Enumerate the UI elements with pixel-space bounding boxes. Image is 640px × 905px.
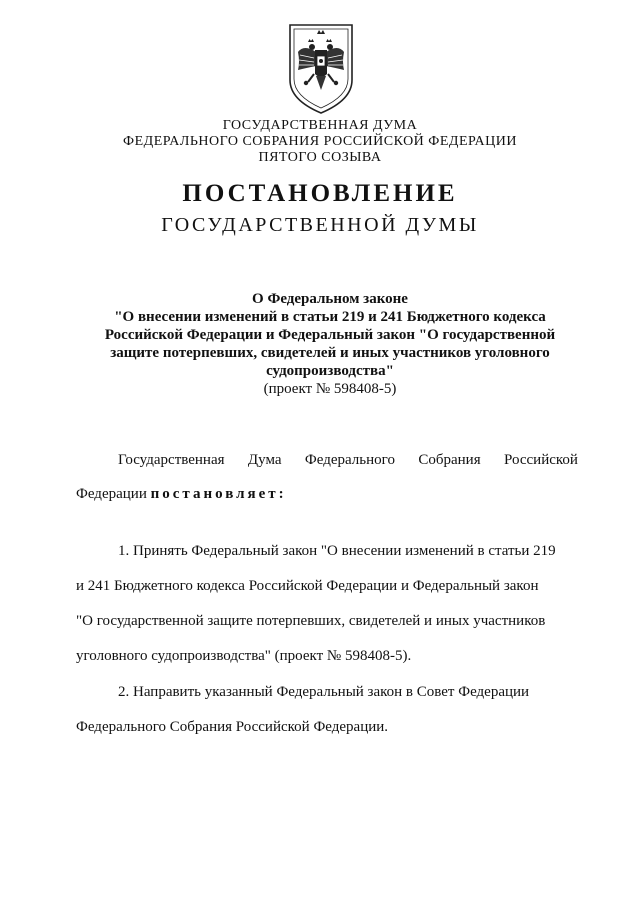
org-convocation: ПЯТОГО СОЗЫВА <box>258 150 382 165</box>
preamble-word: Собрания <box>418 452 481 468</box>
item2-line2: Федерального Собрания Российской Федерации. <box>76 719 389 735</box>
org-header <box>0 118 640 166</box>
preamble-line2 <box>76 486 578 503</box>
subject-line2: "О внесении изменений в статьи 219 и 241 Бюджетного кодекса <box>114 309 546 325</box>
item2-line1: 2. Направить указанный Федеральный закон в Совет Федерации <box>118 684 530 700</box>
org-name-line1: ГОСУДАРСТВЕННАЯ ДУМА <box>222 118 418 133</box>
document-title: ПОСТАНОВЛЕНИЕ <box>182 180 458 207</box>
project-number: (проект № 598408-5) <box>263 381 397 397</box>
item1-line3: "О государственной защите потерпевших, свидетелей и иных участников <box>76 613 546 629</box>
preamble-federation: Федерации <box>76 486 147 502</box>
org-name-line2: ФЕДЕРАЛЬНОГО СОБРАНИЯ РОССИЙСКОЙ ФЕДЕРАЦИИ <box>123 134 517 149</box>
subject-line3: Российской Федерации и Федеральный закон "О государственной <box>104 327 556 343</box>
item1-line4: уголовного судопроизводства" (проект № 598408-5). <box>76 648 412 664</box>
document-subtitle: ГОСУДАРСТВЕННОЙ ДУМЫ <box>161 214 479 236</box>
subject-line1: О Федеральном законе <box>252 291 408 307</box>
preamble-line1 <box>118 452 578 469</box>
preamble-word: Федерального <box>304 452 395 468</box>
preamble-word: Государственная <box>118 452 225 468</box>
item1-line1: 1. Принять Федеральный закон "О внесении изменений в статьи 219 <box>118 543 556 559</box>
decree-word: постановляет: <box>150 486 287 502</box>
coat-of-arms-icon <box>286 22 356 116</box>
preamble-word: Российской <box>504 452 578 468</box>
item1-line2: и 241 Бюджетного кодекса Российской Федерации и Федеральный закон <box>76 578 539 594</box>
preamble-word: Дума <box>247 452 282 468</box>
subject-line4: защите потерпевших, свидетелей и иных участников уголовного <box>110 345 550 361</box>
subject-line5: судопроизводства" <box>266 363 394 379</box>
